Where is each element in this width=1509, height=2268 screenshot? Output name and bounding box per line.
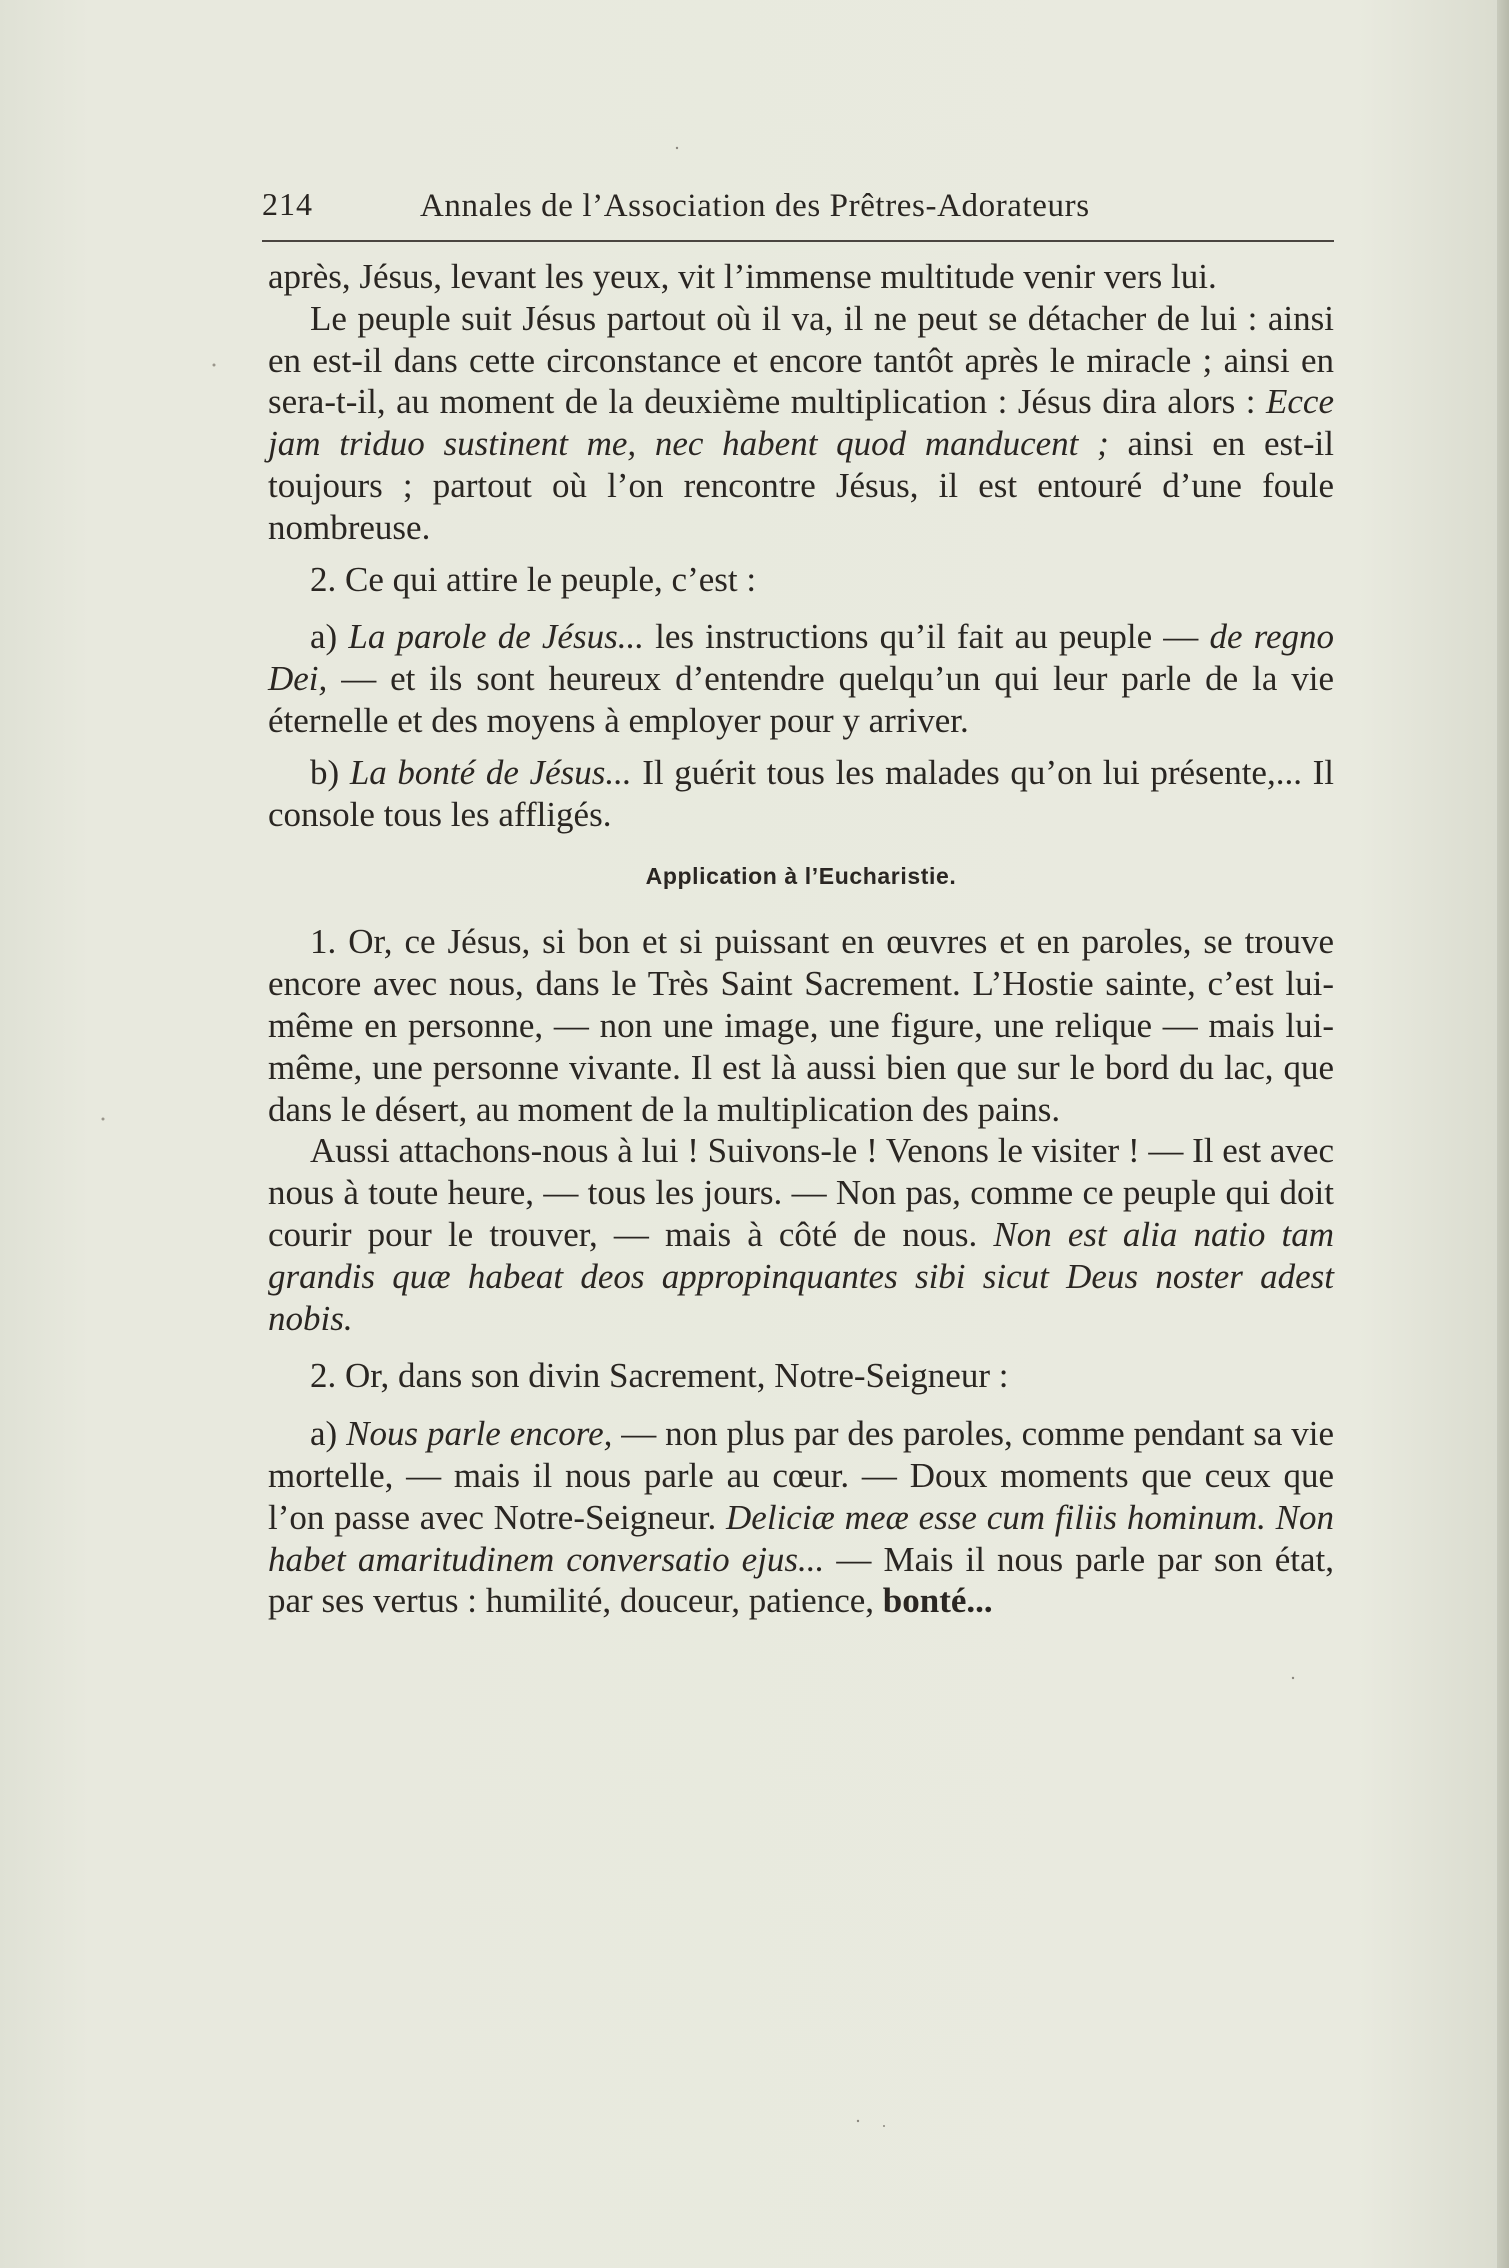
paragraph-continuation: après, Jésus, levant les yeux, vit l’immense multitude venir vers lui.	[268, 257, 1217, 296]
paragraph-point-a: a) La parole de Jésus... les instructions qu’il fait au peuple — de regno Dei, — et ils sont heureux d’entendre quelqu’un qui leur parle de la vie éternelle et des moyens à employer pour y arriver.	[268, 617, 1335, 740]
paragraph-application-2a: a) Nous parle encore, — non plus par des paroles, comme pendant sa vie mortelle, — mais il nous parle au cœur. — Doux moments que ceux que l’on passe avec Notre-Seigneur. Deliciæ meæ esse cum filiis hominum. Non habet amaritudinem conversatio ejus... — Mais il nous parle par son état, par ses vertus : humilité, douceur, patience, bonté...	[268, 1414, 1334, 1621]
page-header	[262, 186, 1334, 234]
paragraph-crowd-follows: Le peuple suit Jésus partout où il va, il ne peut se détacher de lui : ainsi en est-il dans cette circonstance et encore tantôt après le miracle ; ainsi en sera-t-il, au moment de la deuxième multiplication : Jésus dira alors : Ecce jam triduo sustinent me, nec habent quod manducent ; ainsi en est-il toujours ; partout où l’on rencontre Jésus, il est entouré d’une foule nombreuse.	[268, 298, 1334, 547]
paragraph-point-b: b) La bonté de Jésus... Il guérit tous les malades qu’on lui présente,... Il console tous les affligés.	[268, 752, 1334, 834]
header-rule	[262, 240, 1334, 242]
page-number: 214	[262, 186, 313, 222]
section-heading: Application à l’Eucharistie.	[645, 863, 957, 890]
latin-quote: Ecce jam triduo sustinent me, nec habent quod manducent ;	[268, 382, 1334, 464]
paragraph-point-2: 2. Ce qui attire le peuple, c’est :	[310, 559, 757, 599]
body-text	[268, 256, 1334, 1622]
paragraph-exhortation: Aussi attachons-nous à lui ! Suivons-le ! Venons le visiter ! — Il est avec nous à toute heure, — tous les jours. — Non pas, comme ce peuple qui doit courir pour le trouver, — mais à côté de nous. Non est alia natio tam grandis quæ habeat deos appropinquantes sibi sicut Deus noster adest nobis.	[268, 1131, 1335, 1338]
latin-quote: Deliciæ meæ esse cum filiis hominum. Non habet amaritudinem conversatio ejus...	[268, 1497, 1334, 1579]
paragraph-application-2: 2. Or, dans son divin Sacrement, Notre-Seigneur :	[310, 1356, 1009, 1396]
paragraph-application-1: 1. Or, ce Jésus, si bon et si puissant en œuvres et en paroles, se trouve encore avec nous, dans le Très Saint Sacrement. L’Hostie sainte, c’est lui-même en personne, — non une image, une figure, une relique — mais lui-même, une personne vivante. Il est là aussi bien que sur le bord du lac, que dans le désert, au moment de la multiplication des pains.	[268, 922, 1334, 1129]
latin-quote: Non est alia natio tam grandis quæ habeat deos appropinquantes sibi sicut Deus noster adest nobis.	[268, 1214, 1335, 1338]
running-title: Annales de l’Association des Prêtres-Adorateurs	[420, 188, 1090, 224]
